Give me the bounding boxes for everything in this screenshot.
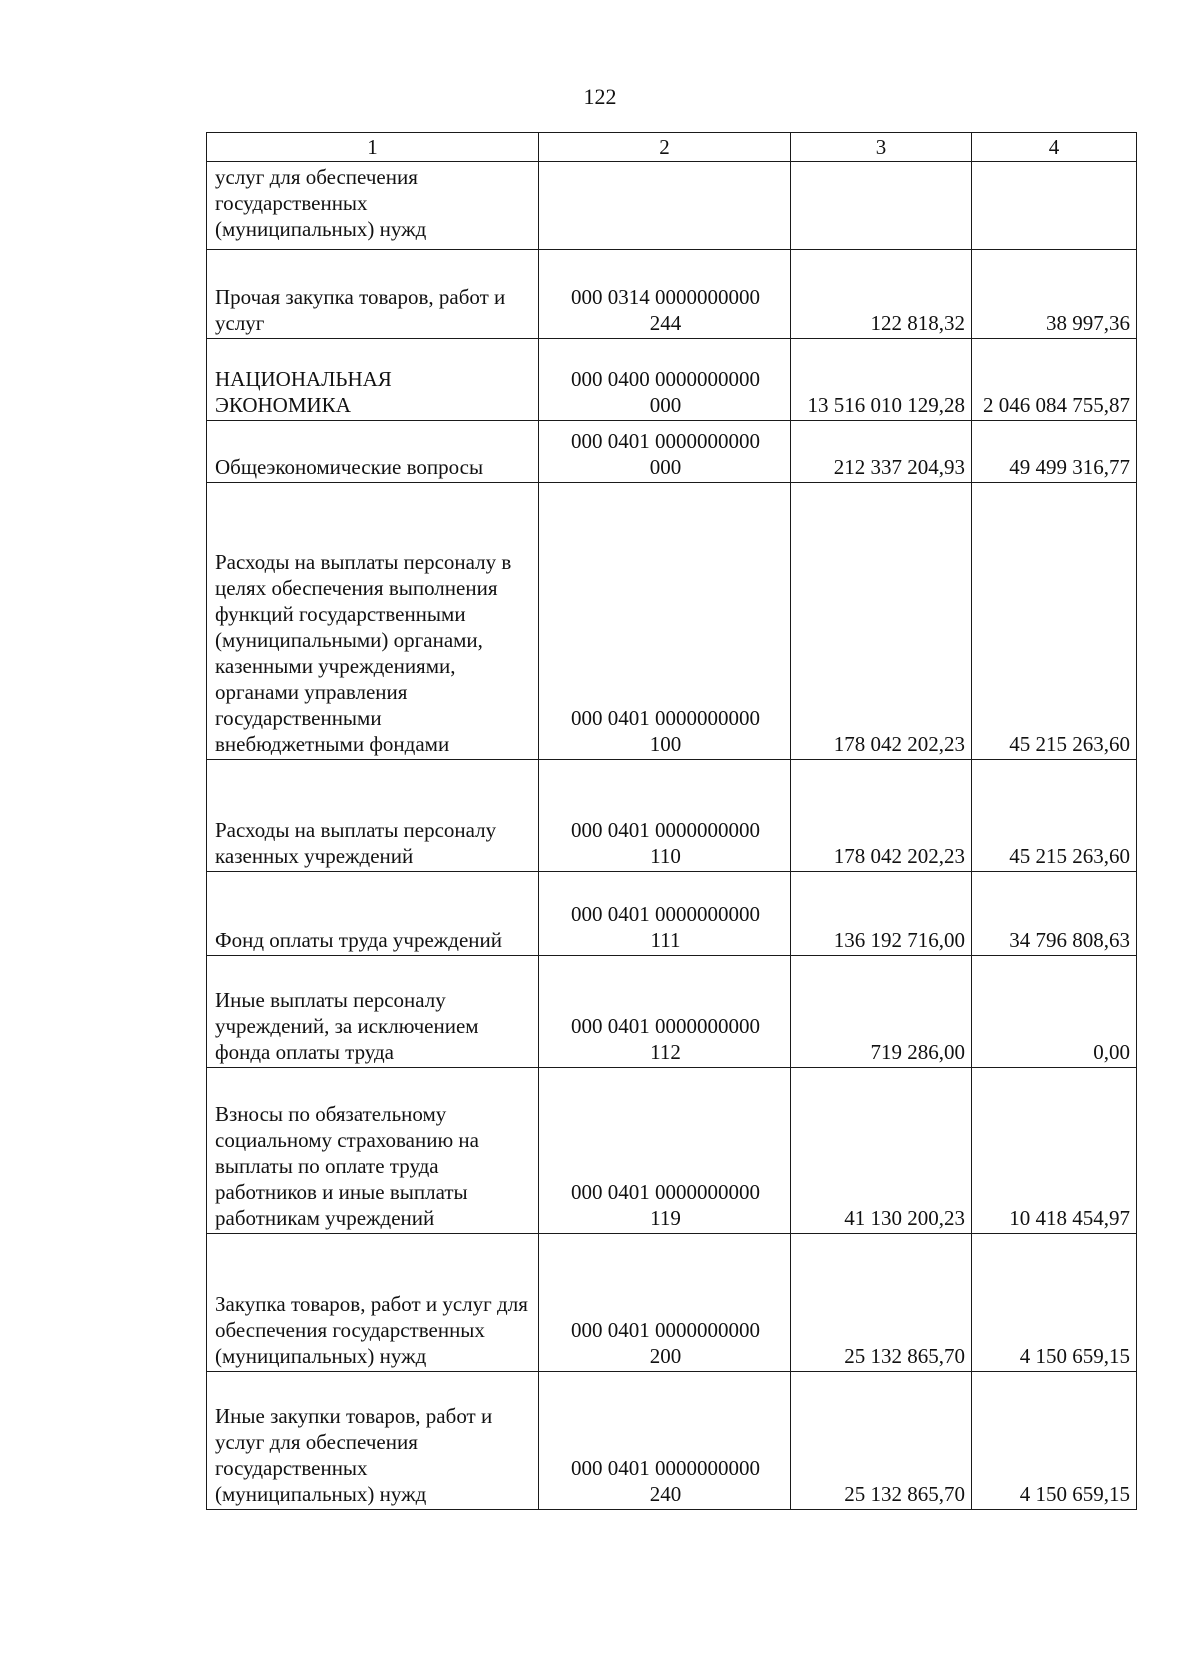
row-name: Закупка товаров, работ и услуг для обеспечения государственных (муниципальных) нужд [207, 1234, 539, 1372]
column-header-3: 3 [791, 133, 972, 162]
table-row [207, 250, 1137, 339]
row-name: Расходы на выплаты персоналу казенных учреждений [207, 760, 539, 872]
row-code [539, 421, 791, 483]
page-number: 122 [583, 84, 617, 109]
row-value-col4: 4 150 659,15 [972, 1234, 1137, 1372]
row-code-main: 000 0314 0000000000 [571, 285, 760, 309]
row-code-sub: 244 [649, 311, 682, 335]
row-code-main: 000 0401 0000000000 [571, 1456, 760, 1480]
row-code-sub: 000 [649, 455, 682, 479]
row-value-col3: 719 286,00 [791, 956, 972, 1068]
row-code-main: 000 0400 0000000000 [571, 367, 760, 391]
row-value-col3: 25 132 865,70 [791, 1234, 972, 1372]
row-code [539, 956, 791, 1068]
table-header-row [207, 133, 1137, 162]
row-value-col4: 10 418 454,97 [972, 1068, 1137, 1234]
row-value-col3: 122 818,32 [791, 250, 972, 339]
budget-table [206, 132, 1137, 1510]
row-value-col3: 212 337 204,93 [791, 421, 972, 483]
row-code [539, 1068, 791, 1234]
row-code-sub: 200 [649, 1344, 682, 1368]
row-name: Иные закупки товаров, работ и услуг для обеспечения государственных (муниципальных) нужд [207, 1372, 539, 1510]
row-code-main: 000 0401 0000000000 [571, 1318, 760, 1342]
row-code [539, 162, 791, 250]
row-value-col4: 2 046 084 755,87 [972, 339, 1137, 421]
row-value-col3: 25 132 865,70 [791, 1372, 972, 1510]
row-name: Иные выплаты персоналу учреждений, за исключением фонда оплаты труда [207, 956, 539, 1068]
row-code-sub: 240 [649, 1482, 682, 1506]
table-row [207, 1068, 1137, 1234]
row-code-main: 000 0401 0000000000 [571, 429, 760, 453]
row-code [539, 1372, 791, 1510]
row-code-sub: 111 [650, 928, 681, 952]
row-code [539, 1234, 791, 1372]
row-value-col4: 45 215 263,60 [972, 483, 1137, 760]
row-name: НАЦИОНАЛЬНАЯ ЭКОНОМИКА [207, 339, 539, 421]
table-row [207, 872, 1137, 956]
row-code [539, 483, 791, 760]
table-row [207, 483, 1137, 760]
row-code-main: 000 0401 0000000000 [571, 902, 760, 926]
row-value-col4 [972, 162, 1137, 250]
row-value-col3: 13 516 010 129,28 [791, 339, 972, 421]
row-name: услуг для обеспечения государственных (муниципальных) нужд [207, 162, 539, 250]
row-code-sub: 119 [650, 1206, 681, 1230]
row-code-sub: 000 [649, 393, 682, 417]
table-row [207, 760, 1137, 872]
row-value-col4: 4 150 659,15 [972, 1372, 1137, 1510]
table-row [207, 421, 1137, 483]
column-header-2: 2 [539, 133, 791, 162]
row-code-main: 000 0401 0000000000 [571, 1014, 760, 1038]
row-name: Прочая закупка товаров, работ и услуг [207, 250, 539, 339]
row-name: Общеэкономические вопросы [207, 421, 539, 483]
row-code [539, 339, 791, 421]
row-value-col4: 38 997,36 [972, 250, 1137, 339]
table-row [207, 956, 1137, 1068]
table-row [207, 162, 1137, 250]
row-name: Расходы на выплаты персоналу в целях обеспечения выполнения функций государственными (муниципальными) органами, казенными учреждениями, органами управления государственными внебюджетными фондами [207, 483, 539, 760]
row-name: Фонд оплаты труда учреждений [207, 872, 539, 956]
row-code [539, 250, 791, 339]
column-header-1: 1 [207, 133, 539, 162]
row-code [539, 760, 791, 872]
table-row [207, 339, 1137, 421]
column-header-4: 4 [972, 133, 1137, 162]
row-value-col4: 49 499 316,77 [972, 421, 1137, 483]
table-row [207, 1234, 1137, 1372]
row-code-main: 000 0401 0000000000 [571, 818, 760, 842]
row-value-col3: 41 130 200,23 [791, 1068, 972, 1234]
row-value-col4: 45 215 263,60 [972, 760, 1137, 872]
row-code-sub: 100 [649, 732, 682, 756]
row-name: Взносы по обязательному социальному страхованию на выплаты по оплате труда работников и иные выплаты работникам учреждений [207, 1068, 539, 1234]
row-code-main: 000 0401 0000000000 [571, 706, 760, 730]
row-code [539, 872, 791, 956]
row-code-main: 000 0401 0000000000 [571, 1180, 760, 1204]
row-value-col3: 178 042 202,23 [791, 483, 972, 760]
table-row [207, 1372, 1137, 1510]
row-code-sub: 110 [650, 844, 681, 868]
row-value-col3: 178 042 202,23 [791, 760, 972, 872]
row-value-col3: 136 192 716,00 [791, 872, 972, 956]
row-value-col4: 0,00 [972, 956, 1137, 1068]
row-code-sub: 112 [650, 1040, 681, 1064]
row-value-col3 [791, 162, 972, 250]
row-value-col4: 34 796 808,63 [972, 872, 1137, 956]
